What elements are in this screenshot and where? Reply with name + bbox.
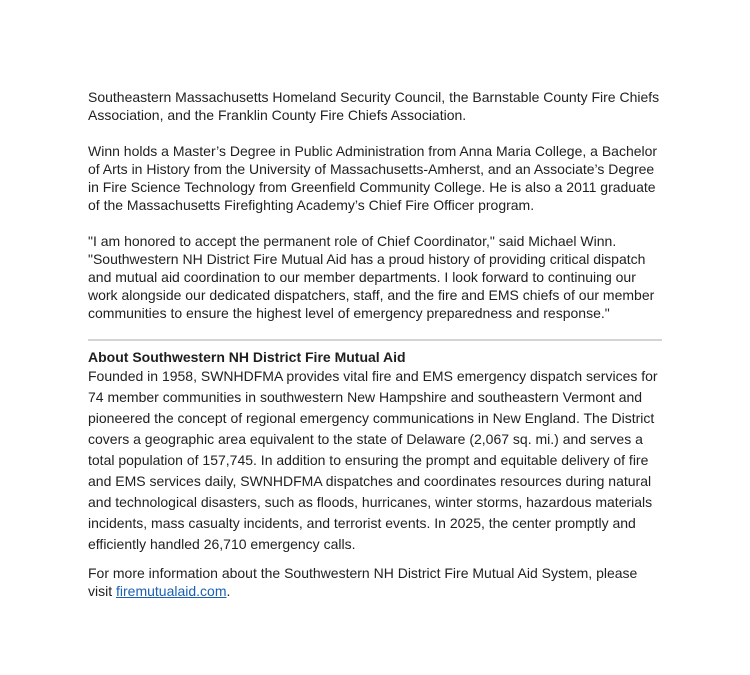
more-info-suffix: . bbox=[226, 583, 231, 599]
more-info-paragraph bbox=[88, 564, 663, 600]
about-body: Founded in 1958, SWNHDFMA provides vital fire and EMS emergency dispatch services for 74 member communities in southwestern New Hampshire and southeastern Vermont and pioneered the concept of regional emergency communications in New England. The District covers a geographic area equivalent to the state of Delaware (2,067 sq. mi.) and serves a total population of 157,745. In addition to ensuring the prompt and equitable delivery of fire and EMS services daily, SWNHDFMA dispatches and coordinates resources during natural and technological disasters, such as floods, hurricanes, winter storms, hazardous materials incidents, mass casualty incidents, and terrorist events. In 2025, the center promptly and efficiently handled 26,710 emergency calls. bbox=[88, 368, 658, 552]
website-link[interactable]: firemutualaid.com bbox=[116, 583, 227, 599]
about-heading: About Southwestern NH District Fire Mutual Aid bbox=[88, 349, 406, 365]
document-page bbox=[88, 88, 663, 600]
paragraph-quote: "I am honored to accept the permanent role of Chief Coordinator," said Michael Winn. "Southwestern NH District Fire Mutual Aid has a proud history of providing critical dispatch and mutual aid coordination to our member departments. I look forward to continuing our work alongside our dedicated dispatchers, staff, and the fire and EMS chiefs of our member communities to ensure the highest level of emergency preparedness and response." bbox=[88, 233, 655, 321]
paragraph-education: Winn holds a Master’s Degree in Public Administration from Anna Maria College, a Bachelor of Arts in History from the University of Massachusetts-Amherst, and an Associate’s Degree in Fire Science Technology from Greenfield Community College. He is also a 2011 graduate of the Massachusetts Firefighting Academy’s Chief Fire Officer program. bbox=[88, 143, 658, 213]
section-divider bbox=[88, 339, 662, 341]
more-info-text: For more information about the Southwestern NH District Fire Mutual Aid System, please visit bbox=[88, 565, 638, 599]
paragraph-affiliations: Southeastern Massachusetts Homeland Security Council, the Barnstable County Fire Chiefs Association, and the Franklin County Fire Chiefs Association. bbox=[88, 89, 660, 123]
